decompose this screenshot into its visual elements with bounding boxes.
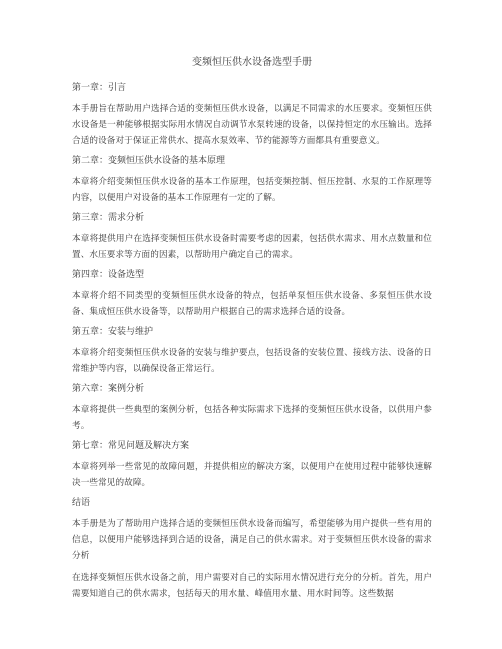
section-paragraph: 本手册是为了帮助用户选择合适的变频恒压供水设备而编写，希望能够为用户提供一些有用的信息，以便用户能够选择到合适的设备，满足自己的供水需求。对于变频恒压供水设备的需求分析	[72, 519, 432, 561]
section-paragraph: 本章将提供用户在选择变频恒压供水设备时需要考虑的因素，包括供水需求、用水点数量和位置、水压要求等方面的因素，以帮助用户确定自己的需求。	[72, 234, 432, 260]
section-ch3	[72, 212, 432, 263]
section-ch5	[72, 326, 432, 377]
section-heading: 第五章：安装与维护	[72, 327, 154, 337]
section-paragraph: 本手册旨在帮助用户选择合适的变频恒压供水设备，以满足不同需求的水压要求。变频恒压供水设备是一种能够根据实际用水情况自动调节水泵转速的设备，以保持恒定的水压输出。选择合适的设备对于保证正常供水、提高水泵效率、节约能源等方面都具有重要意义。	[72, 104, 432, 146]
section-paragraph: 本章将介绍变频恒压供水设备的基本工作原理，包括变频控制、恒压控制、水泵的工作原理等内容，以便用户对设备的基本工作原理有一定的了解。	[72, 177, 432, 203]
section-heading: 第四章：设备选型	[72, 270, 145, 280]
section-paragraph: 本章将列举一些常见的故障问题，并提供相应的解决方案，以便用户在使用过程中能够快速解决一些常见的故障。	[72, 462, 432, 488]
section-heading: 第二章：变频恒压供水设备的基本原理	[72, 156, 226, 166]
section-paragraph: 本章将介绍变频恒压供水设备的安装与维护要点，包括设备的安装位置、接线方法、设备的日常维护等内容，以确保设备正常运行。	[72, 348, 432, 374]
section-ch2	[72, 155, 432, 206]
section-heading: 第七章：常见问题及解决方案	[72, 441, 190, 451]
document-title: 变频恒压供水设备选型手册	[192, 57, 312, 68]
section-paragraph: 本章将介绍不同类型的变频恒压供水设备的特点，包括单泵恒压供水设备、多泵恒压供水设备、集成恒压供水设备等，以帮助用户根据自己的需求选择合适的设备。	[72, 291, 432, 317]
section-paragraph: 在选择变频恒压供水设备之前，用户需要对自己的实际用水情况进行充分的分析。首先，用户需要知道自己的供水需求，包括每天的用水量、峰值用水量、用水时间等。这些数据	[72, 573, 432, 599]
section-ch1	[72, 82, 432, 149]
section-heading: 第六章：案例分析	[72, 384, 145, 394]
section-heading: 结语	[72, 498, 91, 508]
section-ch4	[72, 269, 432, 320]
section-conclusion	[72, 497, 432, 602]
section-ch6	[72, 383, 432, 434]
section-heading: 第一章：引言	[72, 83, 127, 93]
section-ch7	[72, 440, 432, 491]
section-paragraph: 本章将提供一些典型的案例分析，包括各种实际需求下选择的变频恒压供水设备，以供用户参考。	[72, 405, 432, 431]
section-heading: 第三章：需求分析	[72, 213, 145, 223]
